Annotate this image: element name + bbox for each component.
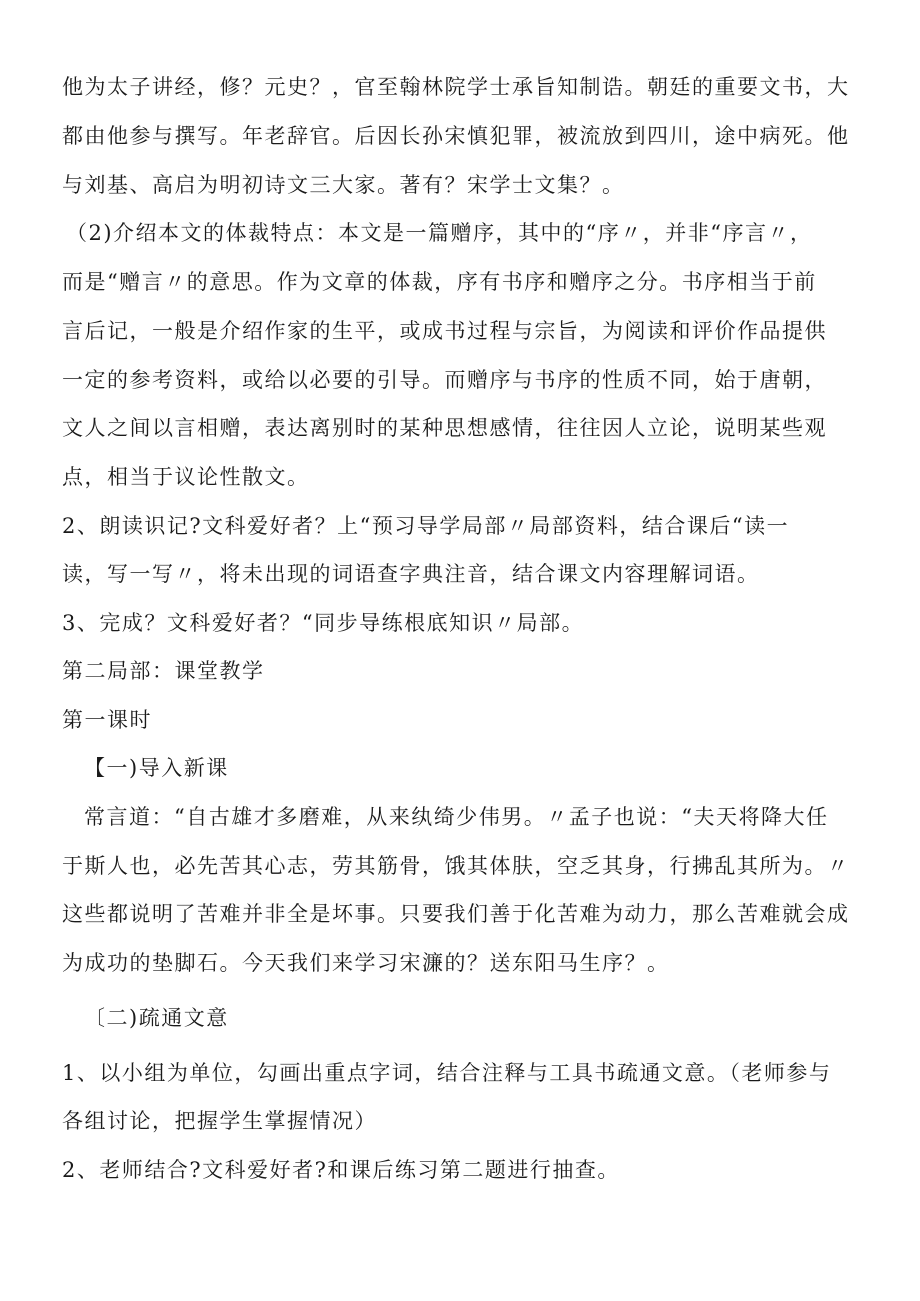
text-line: 3、完成？文科爱好者？“同步导练根底知识〃局部。 (62, 611, 585, 635)
subsection-heading: 【一)导入新课 (84, 756, 229, 780)
text-line: 这些都说明了苦难并非全是坏事。只要我们善于化苦难为动力，那么苦难就会成 (62, 902, 850, 926)
text-line: 文人之间以言相赠，表达离别时的某种思想感情，往往因人立论，说明某些观 (62, 416, 827, 440)
subsection-heading: 〔二)疏通文意 (84, 1006, 229, 1030)
lesson-heading: 第一课时 (62, 708, 152, 732)
section-heading: 第二局部：课堂教学 (62, 659, 265, 683)
text-line: 为成功的垫脚石。今天我们来学习宋濂的？送东阳马生序？。 (62, 951, 670, 975)
text-line: 各组讨论，把握学生掌握情况） (62, 1109, 377, 1133)
text-line: 而是“赠言〃的意思。作为文章的体裁，序有书序和赠序之分。书序相当于前 (62, 270, 817, 294)
text-line: 他为太子讲经，修？元史？，官至翰林院学士承旨知制诰。朝廷的重要文书，大 (62, 75, 850, 99)
text-line: 读，写一写〃，将未出现的词语查字典注音，结合课文内容理解词语。 (62, 562, 760, 586)
text-line: 与刘基、高启为明初诗文三大家。著有？宋学士文集？。 (62, 173, 625, 197)
text-line: 言后记，一般是介绍作家的生平，或成书过程与宗旨，为阅读和评价作品提供 (62, 319, 827, 343)
text-line: （2)介绍本文的体裁特点：本文是一篇赠序，其中的“序〃，并非“序言〃， (66, 221, 813, 245)
text-line: 1、以小组为单位，勾画出重点字词，结合注释与工具书疏通文意。（老师参与 (62, 1061, 832, 1085)
text-line: 常言道：“自古雄才多磨难，从来纨绮少伟男。〃孟子也说：“夫天将降大任 (84, 805, 829, 829)
text-line: 于斯人也，必先苦其心志，劳其筋骨，饿其体肤，空乏其身，行拂乱其所为。〃 (62, 854, 850, 878)
text-line: 2、朗读识记?文科爱好者？上“预习导学局部〃局部资料，结合课后“读一 (62, 514, 790, 538)
text-line: 2、老师结合?文科爱好者?和课后练习第二题进行抽查。 (62, 1158, 620, 1182)
text-line: 一定的参考资料，或给以必要的引导。而赠序与书序的性质不同，始于唐朝， (62, 368, 827, 392)
text-line: 都由他参与撰写。年老辞官。后因长孙宋慎犯罪，被流放到四川，途中病死。他 (62, 124, 850, 148)
text-line: 点，相当于议论性散文。 (62, 465, 310, 489)
